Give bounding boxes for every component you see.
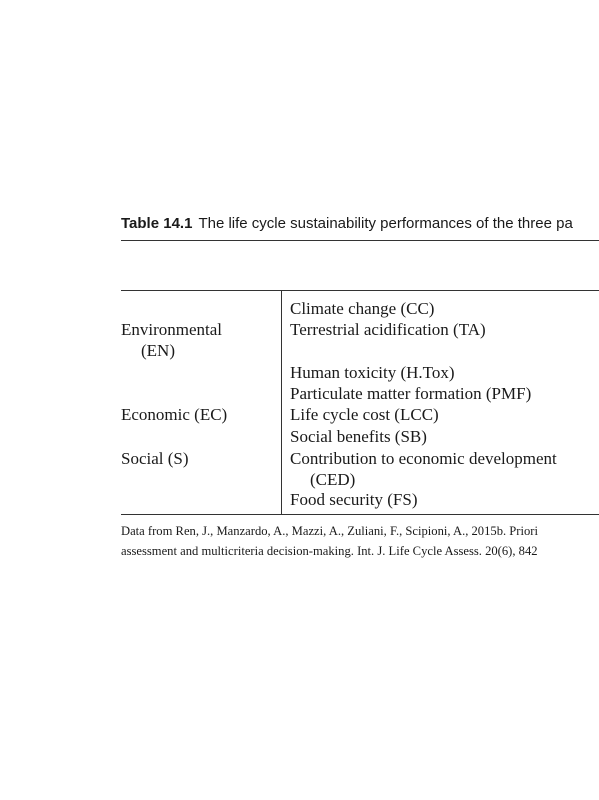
category-label: Economic (EC) (121, 405, 228, 424)
indicator-label: Food security (FS) (290, 490, 418, 509)
category-label: Environmental (121, 320, 223, 339)
indicator-label: Life cycle cost (LCC) (290, 405, 439, 424)
indicator-ced (290, 448, 557, 490)
indicator-fs (290, 489, 418, 510)
indicator-label-cont: (CED) (310, 470, 356, 489)
indicator-lcc (290, 404, 439, 425)
table-title: The life cycle sustainability performances of the three pa (198, 215, 573, 232)
indicator-label: Contribution to economic development (290, 449, 557, 468)
column-divider (281, 291, 282, 514)
footnote-line: assessment and multicriteria decision-making. Int. J. Life Cycle Assess. 20(6), 842 (121, 544, 538, 558)
category-social (121, 448, 189, 469)
footnote-line: Data from Ren, J., Manzardo, A., Mazzi, A., Zuliani, F., Scipioni, A., 2015b. Priori (121, 524, 538, 538)
indicator-label: Particulate matter formation (PMF) (290, 384, 532, 403)
table-footnote (121, 521, 538, 561)
indicator-pmf (290, 383, 531, 404)
indicator-cc (290, 298, 434, 319)
indicator-label: Climate change (CC) (290, 299, 435, 318)
indicator-ta (290, 319, 486, 340)
table-caption (121, 214, 573, 234)
category-economic (121, 404, 227, 425)
category-environmental (121, 319, 222, 361)
header-rule (121, 290, 599, 291)
bottom-rule (121, 514, 599, 515)
indicator-label: Social benefits (SB) (290, 427, 427, 446)
category-label: Social (S) (121, 449, 189, 468)
top-rule (121, 240, 599, 241)
indicator-label: Human toxicity (H.Tox) (290, 363, 455, 382)
category-label-cont: (EN) (141, 341, 175, 360)
indicator-label: Terrestrial acidification (TA) (290, 320, 486, 339)
indicator-htox (290, 362, 455, 383)
indicator-sb (290, 426, 427, 447)
table-number: Table 14.1 (121, 215, 193, 232)
